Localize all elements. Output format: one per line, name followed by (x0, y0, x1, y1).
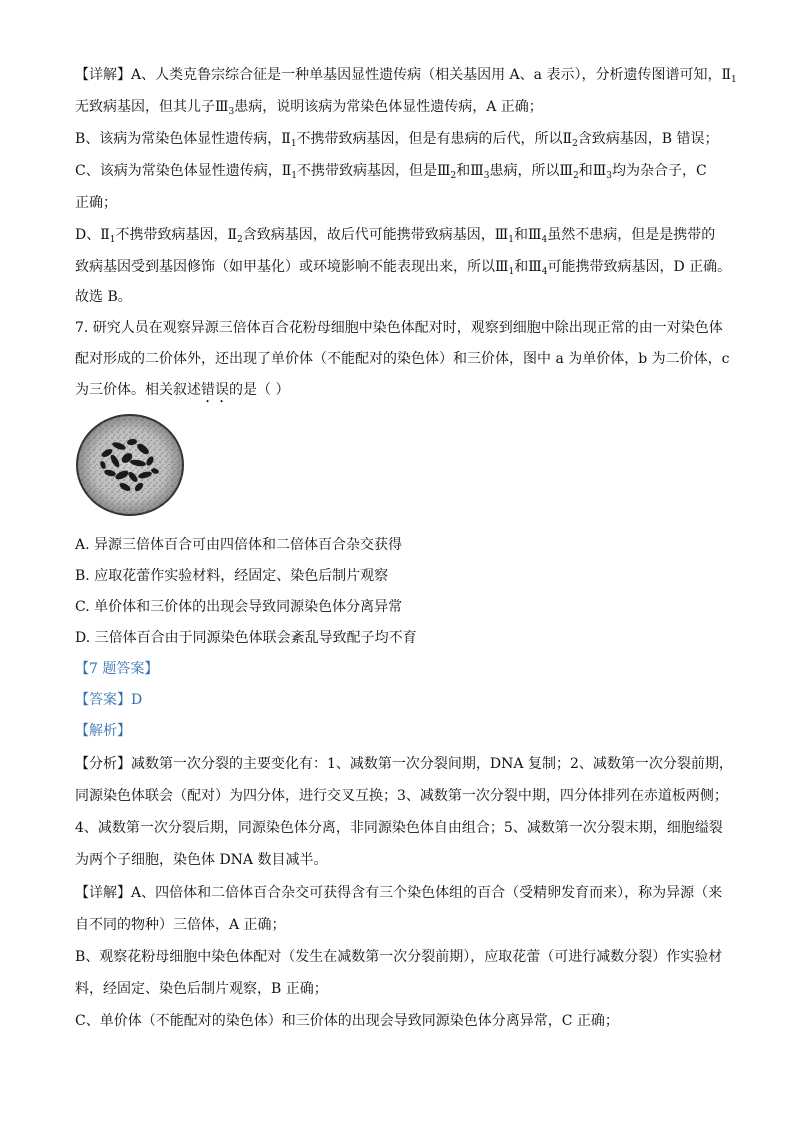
emphasis-word: 错误 (201, 382, 229, 398)
answer-header: 【7 题答案】 (75, 661, 159, 677)
analysis-line-1: 【分析】减数第一次分裂的主要变化有：1、减数第一次分裂间期，DNA 复制；2、减数第一次分裂前期， (75, 756, 733, 772)
option-d: D. 三倍体百合由于同源染色体联会紊乱导致配子均不育 (75, 630, 417, 646)
detail-line-1: 【详解】A、人类克鲁宗综合征是一种单基因显性遗传病（相关基因用 A、a 表示），分析遗传图谱可知，$Ⅱ_1$ (75, 67, 737, 85)
question-7-line-1: 7. 研究人员在观察异源三倍体百合花粉母细胞中染色体配对时，观察到细胞中除出现正常的由一对染色体 (75, 320, 723, 336)
detail2-line-4: 料，经固定、染色后制片观察，B 正确； (75, 981, 328, 997)
detail2-line-1: 【详解】A、四倍体和二倍体百合杂交可获得含有三个染色体组的百合（受精卵发育而来），称为异源（来 (75, 885, 723, 901)
chromosome-micrograph (75, 413, 185, 517)
option-a: A. 异源三倍体百合可由四倍体和二倍体百合杂交获得 (75, 537, 403, 553)
detail-line-7: 致病基因受到基因修饰（如甲基化）或环境影响不能表现出来，所以$Ⅲ_1$和$Ⅲ_4$可能携带致病基因，D 正确。 (75, 259, 732, 277)
chromosome-micrograph-image (75, 413, 185, 517)
analysis-line-3: 4、减数第一次分裂后期，同源染色体分离，非同源染色体自由组合；5、减数第一次分裂末期，细胞缢裂 (75, 820, 723, 836)
option-b: B. 应取花蕾作实验材料，经固定、染色后制片观察 (75, 568, 389, 584)
detail2-line-3: B、观察花粉母细胞中染色体配对（发生在减数第一次分裂前期），应取花蕾（可进行减数分裂）作实验材 (75, 949, 723, 965)
detail2-line-2: 自不同的物种）三倍体，A 正确； (75, 917, 286, 933)
analysis-header: 【解析】 (75, 723, 131, 739)
option-c: C. 单价体和三价体的出现会导致同源染色体分离异常 (75, 599, 403, 615)
analysis-line-4: 为两个子细胞，染色体 DNA 数目减半。 (75, 852, 328, 868)
detail-line-2: 无致病基因，但其儿子$Ⅲ_3$患病，说明该病为常染色体显性遗传病，A 正确； (75, 99, 543, 117)
question-7-line-2: 配对形成的二价体外，还出现了单价体（不能配对的染色体）和三价体，图中 a 为单价体，b 为二价体，c (75, 351, 730, 367)
detail-line-3: B、该病为常染色体显性遗传病，$Ⅱ_1$不携带致病基因，但是有患病的后代，所以$Ⅱ_2$含致病基因，B 错误； (75, 131, 719, 149)
detail-line-5: 正确； (75, 195, 117, 211)
detail2-line-5: C、单价体（不能配对的染色体）和三价体的出现会导致同源染色体分离异常，C 正确； (75, 1013, 619, 1029)
detail-line-4: C、该病为常染色体显性遗传病，$Ⅱ_1$不携带致病基因，但是$Ⅲ_2$和$Ⅲ_3$患病，所以$Ⅲ_2$和$Ⅲ_3$均为杂合子，C (75, 163, 707, 181)
answer-label: 【答案】D (75, 692, 143, 708)
detail-line-8: 故选 B。 (75, 289, 132, 305)
question-7-line-3: 为三价体。相关叙述错误的是（ ） (75, 382, 290, 398)
analysis-line-2: 同源染色体联会（配对）为四分体，进行交叉互换；3、减数第一次分裂中期，四分体排列在赤道板两侧； (75, 788, 728, 804)
detail-line-6: D、$Ⅱ_1$不携带致病基因，$Ⅱ_2$含致病基因，故后代可能携带致病基因，$Ⅲ_1$和$Ⅲ_4$虽然不患病，但是是携带的 (75, 227, 716, 245)
